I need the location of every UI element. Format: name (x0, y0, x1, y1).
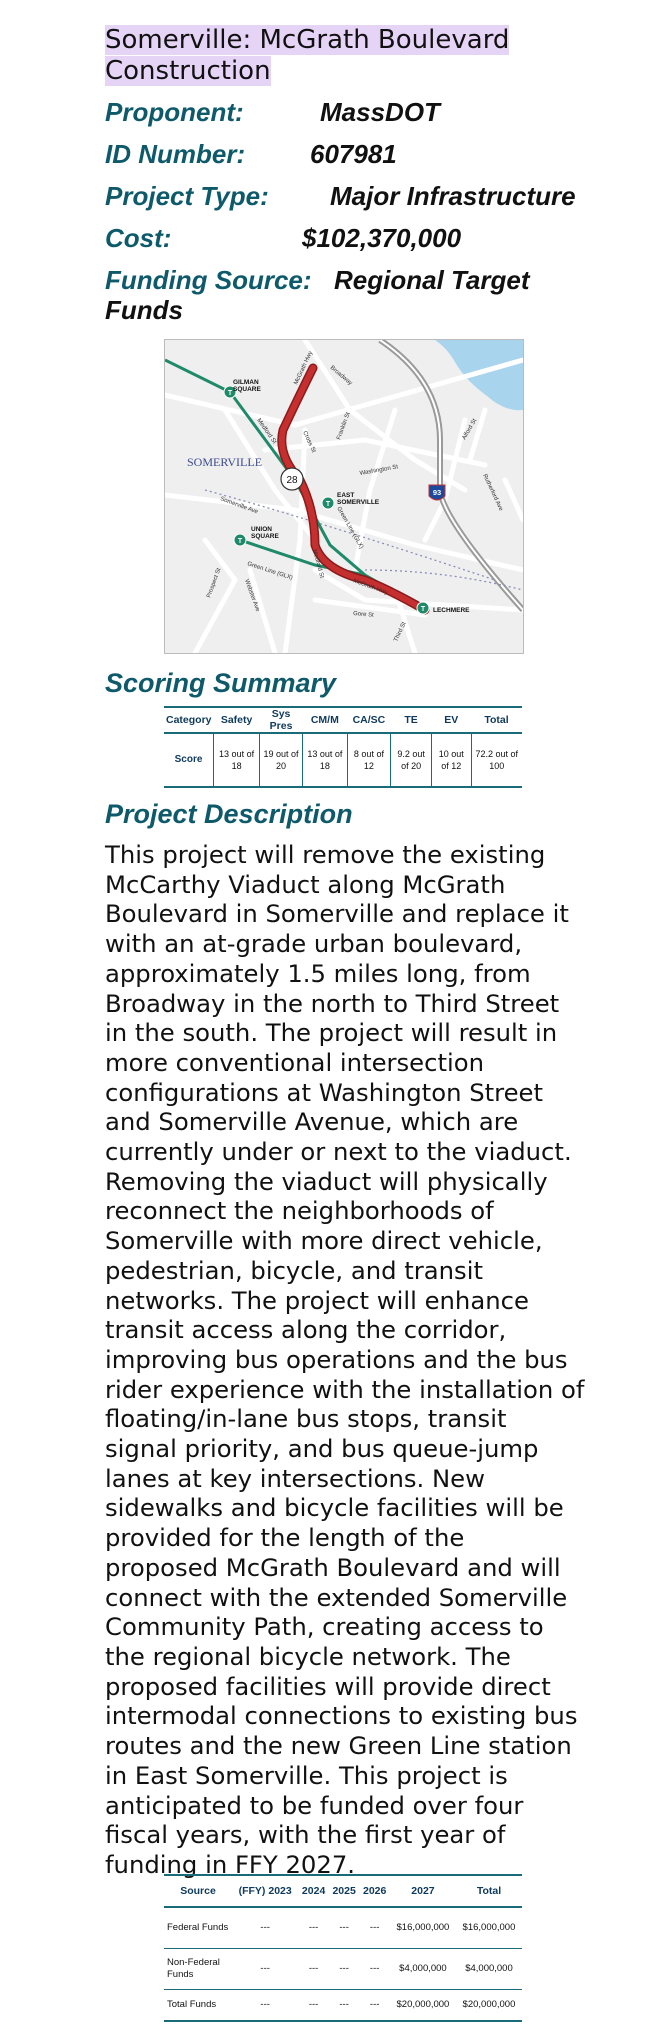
svg-text:Somerville Ave: Somerville Ave (219, 496, 259, 516)
svg-text:Third St: Third St (393, 621, 408, 643)
scoring-col-total: Total (471, 707, 522, 733)
funding-source-cell: Federal Funds (164, 1907, 232, 1949)
svg-text:28: 28 (286, 475, 298, 486)
funding-cell: $4,000,000 (456, 1949, 522, 1990)
svg-text:Gore St: Gore St (352, 611, 374, 619)
cost-label: Cost: (105, 223, 172, 253)
project-map (164, 339, 524, 654)
score-cmm: 13 out of 18 (302, 733, 347, 787)
funding-col-2025: 2025 (329, 1875, 360, 1907)
map-label-lechmere: LECHMERE (433, 607, 470, 614)
description-heading: Project Description (105, 799, 353, 829)
funding-source-cell: Non-Federal Funds (164, 1949, 232, 1990)
scoring-heading: Scoring Summary (105, 668, 337, 698)
funding-cell: --- (298, 1949, 329, 1990)
id-row (105, 139, 397, 169)
funding-cell: --- (359, 1949, 390, 1990)
svg-text:McGrath Hwy: McGrath Hwy (293, 350, 315, 386)
funding-table (164, 1874, 522, 2022)
map-label-union2: SQUARE (251, 533, 279, 540)
type-label: Project Type: (105, 181, 269, 211)
cost-row (105, 223, 462, 253)
funding-col-2024: 2024 (298, 1875, 329, 1907)
svg-text:Green Line (GLX): Green Line (GLX) (335, 506, 365, 551)
scoring-col-cmm: CM/M (302, 707, 347, 733)
funding-cell: $4,000,000 (390, 1949, 456, 1990)
scoring-col-ev: EV (432, 707, 472, 733)
funding-cell: --- (232, 1949, 298, 1990)
description-text: This project will remove the existing McCarthy Viaduct along McGrath Boulevard in Somerville and replace it with an at-grade urban boulevard, approximately 1.5 miles long, from Broadway in the north to Third Street in the south. The project will result in more conventional intersection configurations at Washington Street and Somerville Avenue, which are currently under or next to the viaduct. Removing the viaduct will physically reconnect the neighborhoods of Somerville with more direct vehicle, pedestrian, bicycle, and transit networks. The project will enhance transit access along the corridor, improving bus operations and the bus rider experience with the installation of floating/in-lane bus stops, transit signal priority, and bus queue-jump lanes at key intersections. New sidewalks and bicycle facilities will be provided for the length of the proposed McGrath Boulevard and will connect with the extended Somerville Community Path, creating access to the regional bicycle network. The proposed facilities will provide direct intermodal connections to existing bus routes and the new Green Line station in East Somerville. This project is anticipated to be funded over four fiscal years, with the first year of funding in FFY 2027. (105, 840, 585, 1879)
score-total: 72.2 out of 100 (471, 733, 522, 787)
svg-text:McGrath Hwy: McGrath Hwy (352, 578, 389, 597)
funding-cell: --- (329, 1990, 360, 2022)
scoring-col-syspres: Sys Pres (260, 707, 303, 733)
funding-cell: $16,000,000 (390, 1907, 456, 1949)
svg-text:Medford St: Medford St (255, 417, 278, 446)
funding-col-total: Total (456, 1875, 522, 1907)
svg-text:93: 93 (432, 488, 442, 497)
table-row (164, 1907, 522, 1949)
funding-cell: --- (359, 1907, 390, 1949)
scoring-col-te: TE (391, 707, 432, 733)
funding-cell: --- (298, 1907, 329, 1949)
map-label-gilman2: SQUARE (233, 386, 261, 393)
svg-text:Cross St: Cross St (301, 430, 317, 454)
map-label-union: UNION (251, 526, 272, 533)
map-label-east2: SOMERVILLE (337, 499, 380, 506)
proponent-value: MassDOT (320, 97, 440, 127)
funding-col-2023: (FFY) 2023 (232, 1875, 298, 1907)
map-label-east: EAST (337, 492, 355, 499)
id-value: 607981 (310, 139, 397, 169)
score-te: 9.2 out of 20 (391, 733, 432, 787)
svg-text:Green Line (GLX): Green Line (GLX) (246, 561, 294, 582)
funding-value-cont: Funds (105, 295, 183, 325)
table-row (164, 1990, 522, 2022)
svg-text:Alford St: Alford St (461, 418, 479, 441)
svg-text:Rutherford Ave: Rutherford Ave (481, 473, 504, 513)
scoring-header-row (164, 707, 522, 733)
svg-text:T: T (420, 606, 426, 613)
funding-cell: --- (359, 1990, 390, 2022)
funding-header-row (164, 1875, 522, 1907)
funding-col-2026: 2026 (359, 1875, 390, 1907)
svg-text:T: T (325, 501, 331, 508)
score-casc: 8 out of 12 (347, 733, 390, 787)
proponent-row (105, 97, 440, 127)
scoring-table (164, 706, 522, 788)
funding-cell: $20,000,000 (390, 1990, 456, 2022)
funding-row (105, 265, 575, 295)
scoring-row (164, 733, 522, 787)
svg-text:T: T (227, 390, 233, 397)
page-title: Somerville: McGrath Boulevard Construction (105, 25, 510, 86)
svg-text:Washington St: Washington St (359, 464, 399, 477)
funding-cell: $16,000,000 (456, 1907, 522, 1949)
funding-cell: $20,000,000 (456, 1990, 522, 2022)
scoring-col-safety: Safety (214, 707, 260, 733)
svg-text:Medford St: Medford St (311, 548, 325, 579)
svg-text:T: T (237, 538, 243, 545)
scoring-col-category: Category (164, 707, 214, 733)
proponent-label: Proponent: (105, 97, 244, 127)
funding-source-cell: Total Funds (164, 1990, 232, 2022)
funding-col-2027: 2027 (390, 1875, 456, 1907)
cost-value: $102,370,000 (302, 223, 462, 253)
table-row (164, 1949, 522, 1990)
funding-row-cont (105, 295, 183, 325)
funding-col-source: Source (164, 1875, 232, 1907)
funding-cell: --- (232, 1990, 298, 2022)
svg-text:Broadway: Broadway (328, 364, 354, 387)
funding-label: Funding Source: (105, 265, 312, 295)
type-value: Major Infrastructure (330, 181, 576, 211)
funding-cell: --- (232, 1907, 298, 1949)
map-label-somerville: SOMERVILLE (187, 455, 263, 469)
funding-cell: --- (329, 1949, 360, 1990)
score-ev: 10 out of 12 (432, 733, 472, 787)
svg-text:Franklin St: Franklin St (336, 411, 352, 441)
score-safety: 13 out of 18 (214, 733, 260, 787)
funding-cell: --- (329, 1907, 360, 1949)
scoring-row-label: Score (164, 733, 214, 787)
svg-text:Prospect St: Prospect St (206, 567, 223, 599)
type-row (105, 181, 576, 211)
scoring-col-casc: CA/SC (347, 707, 390, 733)
funding-value: Regional Target (334, 265, 530, 295)
funding-cell: --- (298, 1990, 329, 2022)
svg-text:Webster Ave: Webster Ave (243, 578, 261, 613)
map-label-gilman: GILMAN (233, 379, 259, 386)
score-syspres: 19 out of 20 (260, 733, 303, 787)
id-label: ID Number: (105, 139, 246, 169)
